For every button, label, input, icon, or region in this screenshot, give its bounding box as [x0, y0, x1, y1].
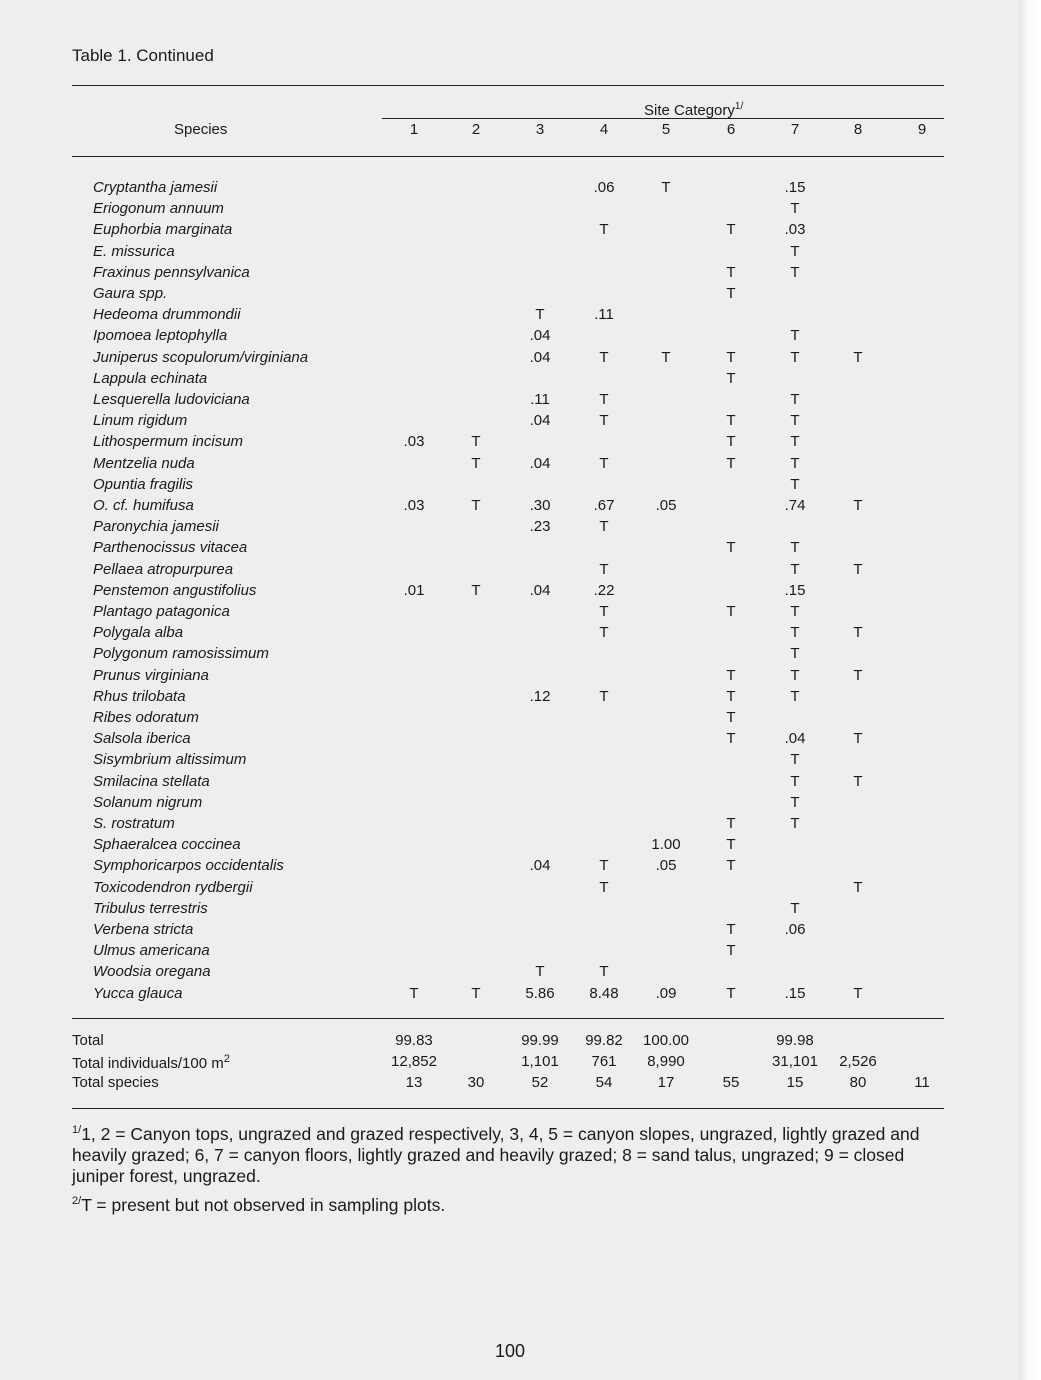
species-name: Paronychia jamesii	[93, 518, 219, 536]
table-cell: .04	[529, 327, 551, 345]
table-cell: T	[790, 899, 800, 917]
totals-label-text: Total individuals/100 m	[72, 1055, 224, 1072]
totals-label-text: Total species	[72, 1074, 159, 1091]
species-name: Ulmus americana	[93, 942, 210, 960]
column-header-9: 9	[917, 121, 927, 138]
table-bottom-rule	[72, 1108, 944, 1109]
table-cell: .11	[530, 391, 550, 408]
table-cell: .67	[593, 497, 615, 514]
table-cell: T	[790, 687, 800, 705]
header-bottom-rule	[72, 156, 944, 157]
table-cell: T	[726, 221, 736, 239]
table-cell: T	[726, 369, 736, 387]
table-cell: .05	[655, 497, 677, 514]
table-cell: .09	[655, 984, 677, 1002]
table-cell: .15	[784, 179, 806, 196]
species-name: Juniperus scopulorum/virginiana	[93, 348, 309, 366]
species-name: Sisymbrium altissimum	[93, 751, 247, 769]
table-cell: T	[726, 454, 736, 472]
table-cell: T	[726, 984, 736, 1002]
table-cell: T	[790, 348, 800, 366]
totals-cell: 1,101	[521, 1053, 559, 1070]
species-name: Prunus virginiana	[93, 666, 209, 684]
totals-row-label	[72, 1032, 104, 1049]
table-cell: .03	[784, 221, 806, 239]
species-column-header: Species	[174, 121, 228, 138]
totals-label-text: Total	[72, 1032, 104, 1049]
table-cell: .74	[784, 497, 806, 514]
species-name: Polygonum ramosissimum	[93, 645, 269, 663]
totals-row-label	[72, 1053, 230, 1072]
table-cell: T	[853, 730, 863, 748]
table-cell: .05	[655, 857, 677, 875]
column-header-6: 6	[726, 121, 736, 138]
table-cell: T	[726, 730, 736, 748]
species-name: Rhus trilobata	[93, 687, 186, 705]
table-cell: T	[726, 263, 736, 281]
species-name: Tribulus terrestris	[93, 899, 208, 917]
table-cell: T	[790, 772, 800, 790]
totals-row-label	[72, 1074, 159, 1091]
column-header-5: 5	[661, 121, 671, 138]
table-cell: T	[471, 497, 481, 514]
totals-cell: 99.98	[776, 1032, 814, 1049]
table-cell: T	[471, 581, 481, 599]
table-cell: T	[599, 857, 609, 875]
table-cell: T	[409, 984, 419, 1002]
table-cell: T	[599, 454, 609, 472]
table-cell: T	[471, 454, 481, 472]
table-cell: T	[790, 560, 800, 578]
totals-cell: 17	[657, 1074, 675, 1091]
species-name: Hedeoma drummondii	[93, 306, 241, 324]
footnote-1	[72, 1120, 947, 1187]
column-header-2: 2	[471, 121, 481, 138]
totals-label-superscript: 2	[223, 1053, 230, 1065]
column-header-1: 1	[409, 121, 419, 138]
species-name: S. rostratum	[93, 815, 175, 832]
table-cell: .04	[529, 857, 551, 875]
table-cell: T	[599, 878, 609, 896]
table-cell: T	[790, 603, 800, 620]
site-category-footnote-mark: 1/	[734, 101, 744, 112]
species-name: E. missurica	[93, 242, 175, 260]
totals-cell: 761	[591, 1053, 617, 1070]
table-cell: T	[790, 242, 800, 260]
table-cell: T	[853, 560, 863, 578]
table-cell: T	[726, 942, 736, 960]
page-number: 100	[494, 1341, 526, 1361]
table-cell: T	[790, 433, 800, 451]
table-cell: T	[853, 984, 863, 1002]
table-cell: T	[726, 857, 736, 875]
totals-cell: 11	[914, 1074, 930, 1091]
species-name: Lithospermum incisum	[93, 433, 244, 451]
totals-cell: 8,990	[647, 1053, 685, 1070]
footnote-1-text: 1, 2 = Canyon tops, ungrazed and grazed respectively, 3, 4, 5 = canyon slopes, ungrazed, lightly grazed and heavily grazed; 6, 7 = canyon floors, lightly grazed and heavily grazed; 8 = sand talus, ungrazed; 9 = closed juniper forest, ungrazed.	[72, 1123, 920, 1186]
table-cell: T	[853, 666, 863, 684]
table-cell: T	[599, 518, 609, 536]
species-name: Parthenocissus vitacea	[93, 539, 248, 557]
table-cell: 5.86	[525, 984, 555, 1002]
table-cell: T	[599, 624, 609, 642]
table-cell: T	[599, 348, 609, 366]
totals-cell: 15	[786, 1074, 804, 1091]
table-cell: .04	[529, 581, 551, 599]
totals-cell: 80	[849, 1074, 867, 1091]
species-name: Euphorbia marginata	[93, 221, 233, 239]
table-cell: .12	[529, 687, 551, 705]
species-name: Woodsia oregana	[93, 963, 211, 981]
species-name: Sphaeralcea coccinea	[93, 836, 241, 854]
totals-cell: 99.99	[521, 1032, 559, 1049]
table-cell: .03	[403, 433, 425, 451]
table-cell: .23	[529, 518, 551, 536]
species-name: O. cf. humifusa	[93, 497, 194, 514]
footnote-2-mark: 2/	[72, 1195, 82, 1207]
footnote-2	[72, 1191, 947, 1216]
totals-cell: 55	[722, 1074, 740, 1091]
table-cell: T	[726, 603, 736, 620]
species-name: Lesquerella ludoviciana	[93, 391, 250, 408]
table-cell: T	[599, 687, 609, 705]
page-edge	[1019, 0, 1041, 1380]
table-cell: T	[790, 263, 800, 281]
table-cell: T	[790, 412, 800, 430]
table-cell: T	[599, 391, 609, 408]
table-cell: .22	[593, 581, 615, 599]
species-name: Yucca glauca	[93, 984, 183, 1002]
species-name: Eriogonum annuum	[93, 200, 224, 218]
species-name: Gaura spp.	[93, 285, 168, 302]
table-cell: T	[790, 645, 800, 663]
table-cell: T	[726, 709, 736, 726]
species-name: Opuntia fragilis	[93, 475, 194, 493]
table-cell: T	[726, 348, 736, 366]
table-cell: .15	[784, 984, 806, 1002]
table-cell: T	[726, 815, 736, 832]
table-cell: .11	[594, 306, 614, 324]
totals-cell: 99.82	[585, 1032, 623, 1049]
table-cell: T	[726, 285, 736, 302]
column-header-8: 8	[853, 121, 863, 138]
table-cell: T	[599, 412, 609, 430]
table-cell: .04	[529, 412, 551, 430]
table-cell: T	[790, 200, 800, 218]
table-cell: T	[853, 348, 863, 366]
species-name: Symphoricarpos occidentalis	[93, 857, 284, 875]
totals-cell: 2,526	[839, 1053, 877, 1070]
table-cell: .03	[403, 497, 425, 514]
table-cell: T	[535, 963, 545, 981]
table-cell: .15	[784, 581, 806, 599]
table-cell: T	[726, 539, 736, 557]
table-cell: .04	[529, 348, 551, 366]
totals-top-rule	[72, 1018, 944, 1019]
table-cell: T	[790, 751, 800, 769]
table-cell: 1.00	[651, 836, 681, 854]
table-cell: .04	[529, 454, 551, 472]
species-name: Cryptantha jamesii	[93, 179, 218, 196]
table-cell: T	[790, 666, 800, 684]
table-cell: T	[790, 327, 800, 345]
table-cell: T	[661, 179, 671, 196]
site-category-header	[644, 101, 743, 119]
totals-cell: 30	[467, 1074, 485, 1091]
table-cell: T	[853, 497, 863, 514]
table-cell: T	[853, 624, 863, 642]
table-cell: T	[535, 306, 545, 324]
table-cell: .04	[784, 730, 806, 748]
table-cell: T	[726, 666, 736, 684]
footnote-2-text: T = present but not observed in sampling plots.	[81, 1194, 446, 1215]
species-name: Toxicodendron rydbergii	[93, 878, 253, 896]
table-cell: T	[790, 539, 800, 557]
table-cell: T	[853, 772, 863, 790]
table-cell: .06	[593, 179, 615, 196]
table-cell: T	[790, 454, 800, 472]
table-cell: .01	[403, 581, 425, 599]
totals-cell: 13	[405, 1074, 423, 1091]
table-cell: T	[726, 687, 736, 705]
table-cell: T	[599, 560, 609, 578]
table-cell: T	[599, 963, 609, 981]
table-cell: .06	[784, 921, 806, 938]
species-name: Fraxinus pennsylvanica	[93, 263, 250, 281]
species-name: Pellaea atropurpurea	[93, 560, 234, 578]
footnote-1-mark: 1/	[72, 1124, 82, 1136]
species-name: Smilacina stellata	[93, 772, 210, 790]
species-name: Penstemon angustifolius	[93, 581, 257, 599]
species-name: Lappula echinata	[93, 369, 208, 387]
table-cell: T	[726, 836, 736, 854]
table-cell: .30	[529, 497, 551, 514]
table-cell: T	[471, 433, 481, 451]
totals-cell: 54	[595, 1074, 613, 1091]
table-cell: T	[790, 793, 800, 811]
species-name: Solanum nigrum	[93, 793, 203, 811]
table-cell: T	[661, 348, 671, 366]
table-cell: T	[726, 921, 736, 938]
table-cell: T	[726, 412, 736, 430]
table-cell: T	[853, 878, 863, 896]
species-name: Salsola iberica	[93, 730, 191, 748]
species-name: Polygala alba	[93, 624, 184, 642]
table-cell: T	[599, 221, 609, 239]
totals-cell: 52	[531, 1074, 549, 1091]
table-cell: T	[471, 984, 481, 1002]
species-name: Ribes odoratum	[93, 709, 199, 726]
column-header-3: 3	[535, 121, 545, 138]
species-name: Linum rigidum	[93, 412, 188, 430]
site-category-label: Site Category	[644, 102, 735, 119]
table-cell: T	[726, 433, 736, 451]
top-rule	[72, 85, 944, 86]
totals-cell: 12,852	[391, 1053, 437, 1070]
totals-cell: 99.83	[395, 1032, 433, 1049]
species-name: Ipomoea leptophylla	[93, 327, 228, 345]
column-header-4: 4	[599, 121, 609, 138]
column-header-7: 7	[790, 121, 800, 138]
table-cell: T	[790, 624, 800, 642]
totals-cell: 31,101	[772, 1053, 818, 1070]
site-category-rule	[382, 118, 944, 119]
table-cell: T	[599, 603, 609, 620]
table-cell: T	[790, 475, 800, 493]
table-cell: T	[790, 391, 800, 408]
species-name: Verbena stricta	[93, 921, 194, 938]
table-cell: T	[790, 815, 800, 832]
totals-cell: 100.00	[643, 1032, 689, 1049]
species-name: Mentzelia nuda	[93, 454, 195, 472]
table-caption: Table 1. Continued	[72, 46, 214, 65]
table-cell: 8.48	[589, 984, 619, 1002]
species-name: Plantago patagonica	[93, 603, 230, 620]
